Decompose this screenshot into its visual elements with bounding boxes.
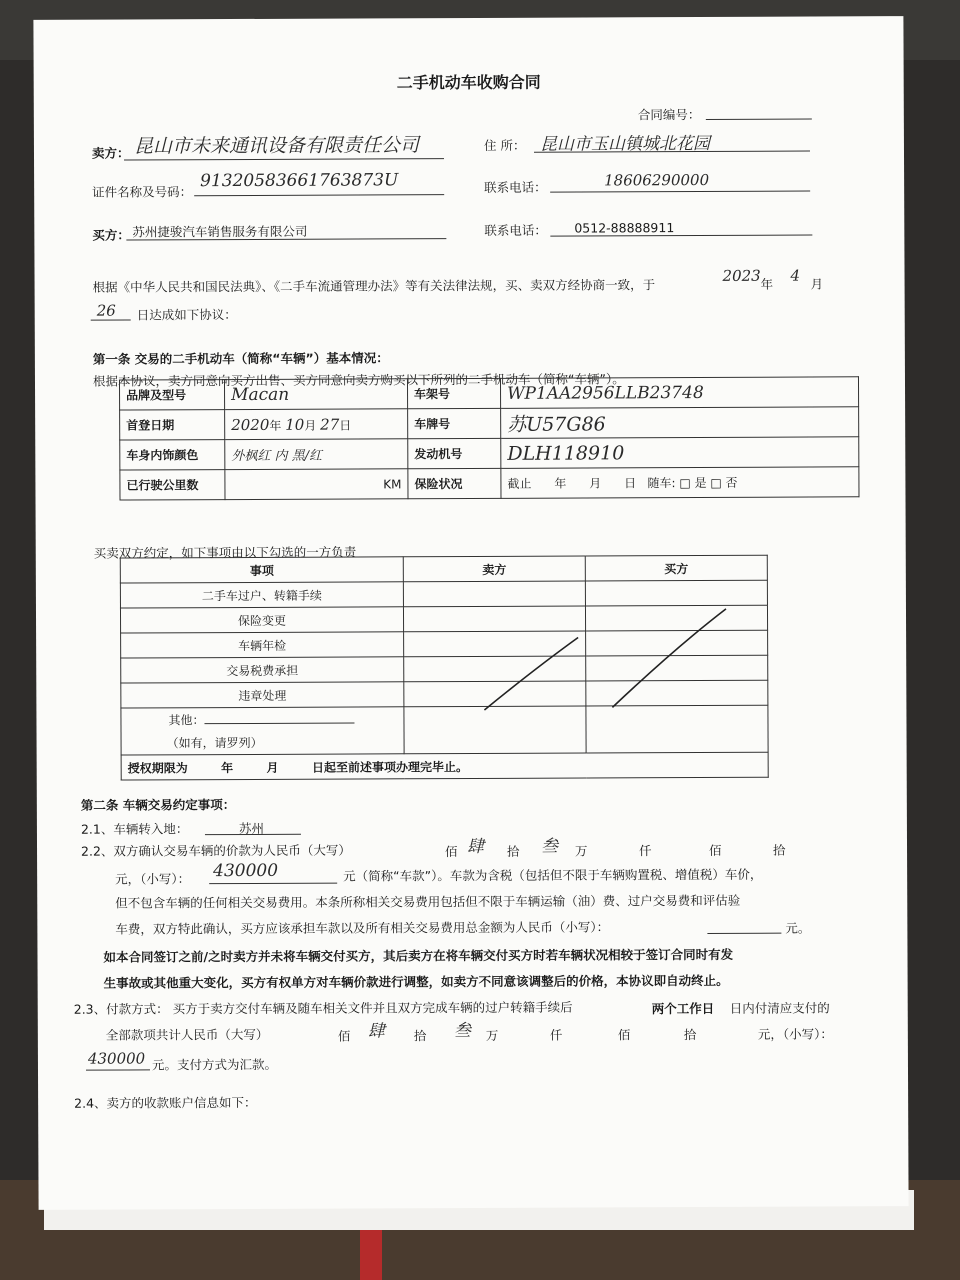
- clause22-d: 车费，双方特此确认，买方应该承担车款以及所有相关交易费用总金额为人民币（小写）：: [115, 919, 610, 937]
- clause22-small: 430000: [213, 860, 279, 882]
- c23-unit-shi: 拾: [413, 1028, 427, 1044]
- buyer-name: 苏州捷骏汽车销售服务有限公司: [132, 223, 308, 240]
- clause23-small-line: [86, 1069, 150, 1070]
- duty-item: 车辆年检: [121, 632, 404, 658]
- duty-item: 保险变更: [120, 607, 403, 633]
- clause23-small: 430000: [87, 1049, 146, 1068]
- vin-label: 车架号: [407, 378, 500, 408]
- clause22-small-line: [209, 883, 337, 885]
- id-label: 证件名称及号码：: [92, 184, 193, 200]
- brand-label: 品牌及型号: [119, 380, 224, 410]
- buyer-phone: 0512-88888911: [574, 220, 675, 236]
- clause22-c: 但不包含车辆的任何相关交易费用。本条所称相关交易费用包括但不限于车辆运输（油）费、过户交易费和评估验: [115, 892, 741, 911]
- address-label: 住 所：: [483, 137, 526, 153]
- reg-month: 10: [285, 415, 305, 434]
- intro-day-text: 日达成如下协议：: [136, 307, 237, 323]
- contract-page: [33, 16, 908, 1210]
- clause22-a: 2.2、双方确认交易车辆的价款为人民币（大写）: [81, 842, 351, 859]
- clause22-b: 元（简称“车款”）。车款为含税（包括但不限于车辆购置税、增值税）车价，: [343, 866, 763, 884]
- clause23-e: 元。支付方式为汇款。: [151, 1056, 278, 1073]
- duty-other-note: （如有，请罗列）: [166, 735, 263, 751]
- intro-month-unit: 月: [810, 276, 824, 292]
- clause22-bold-2: 生事故或其他重大变化，买方有权单方对车辆价款进行调整，如卖方不同意该调整后的价格，本协议即自动终止。: [103, 972, 729, 991]
- insurance-value: 截止 年 月 日 随车: □ 是 □ 否: [501, 467, 859, 499]
- strike-marks: [33, 16, 906, 820]
- buyer-label: 买方：: [92, 227, 130, 243]
- reg-year-unit: 年: [269, 418, 282, 433]
- seller-label: 卖方：: [91, 145, 130, 161]
- clause22-bold-1: 如本合同签订之前/之时卖方并未将车辆交付买方，其后卖方在将车辆交付买方时若车辆状况相较于签订合同时有发: [103, 946, 734, 965]
- unit-wan: 万: [575, 843, 588, 859]
- reg-day-unit: 日: [339, 418, 352, 433]
- clause22-d-end: 元。: [785, 920, 811, 936]
- clause23-c: 全部款项共计人民币（大写）: [105, 1026, 269, 1043]
- intro-year: 2023: [722, 266, 761, 285]
- article1-heading: 第一条 交易的二手机动车（简称“车辆”）基本情况：: [92, 350, 389, 367]
- clause23-a: 2.3、付款方式： 买方于卖方交付车辆及随车相关文件并且双方完成车辆的过户转籍手续后: [73, 999, 573, 1017]
- clause21-line: [205, 834, 301, 835]
- col-seller: 卖方: [403, 556, 585, 582]
- intro-day: 26: [96, 301, 116, 320]
- seller-phone-label: 联系电话：: [484, 179, 547, 195]
- col-item: 事项: [120, 557, 403, 583]
- duty-item: 违章处理: [121, 682, 404, 708]
- mileage-unit: KM: [383, 476, 402, 491]
- color-label: 车身内饰颜色: [120, 440, 225, 470]
- unit-shi: 拾: [507, 843, 520, 859]
- reg-month-unit: 月: [304, 418, 317, 433]
- c23-unit-wan: 万: [485, 1027, 499, 1043]
- reg-day: 27: [320, 415, 340, 434]
- reg-date-label: 首登日期: [120, 410, 225, 440]
- c23-big-1: 肆: [367, 1021, 385, 1042]
- contract-no-label: 合同编号：: [637, 106, 701, 123]
- seller-name: 昆山市未来通讯设备有限责任公司: [133, 134, 420, 158]
- vin-value: WP1AA2956LLB23748: [506, 382, 704, 404]
- clause23-small-label: 元，（小写）：: [757, 1026, 833, 1042]
- reg-year: 2020: [231, 415, 270, 434]
- brand-value: Macan: [231, 384, 290, 405]
- c23-big-2: 叁: [453, 1021, 471, 1042]
- authorization-deadline: 授权期限为 年 月 日起至前述事项办理完毕止。: [121, 752, 768, 780]
- seller-address: 昆山市玉山镇城北花园: [539, 133, 710, 155]
- article2-heading: 第二条 车辆交易约定事项：: [80, 797, 236, 813]
- unit-qian: 仟: [639, 843, 652, 859]
- insurance-label: 保险状况: [408, 468, 501, 498]
- clause22-d-line: [707, 933, 781, 934]
- unit-shi2: 拾: [773, 842, 786, 858]
- plate-value: 苏U57G86: [507, 413, 606, 436]
- article1-lead: 根据本协议，卖方同意向买方出售、买方同意向卖方购买以下所列的二手机动车（简称“车辆”）。: [92, 371, 625, 389]
- intro-year-unit: 年: [760, 276, 774, 292]
- clause23-bold: 两个工作日: [651, 1000, 715, 1017]
- engine-label: 发动机号: [408, 438, 501, 468]
- mileage-label: 已行驶公里数: [120, 470, 225, 500]
- engine-value: DLH118910: [507, 441, 625, 465]
- c23-unit-bai2: 佰: [617, 1027, 631, 1043]
- clause24: 2.4、卖方的收款账户信息如下：: [74, 1094, 257, 1111]
- intro-month: 4: [790, 266, 801, 285]
- buyer-phone-label: 联系电话：: [484, 222, 547, 238]
- clause21-label: 2.1、车辆转入地：: [80, 821, 189, 837]
- price-big-1: 肆: [466, 836, 485, 858]
- clause21-value: 苏州: [238, 820, 264, 837]
- intro-text: 根据《中华人民共和国民法典》、《二手车流通管理办法》等有关法律法规，买、卖双方经协商一致，于: [92, 277, 656, 295]
- red-ribbon: [360, 1228, 382, 1280]
- seller-phone: 18606290000: [604, 170, 710, 190]
- clause23-b: 日内付清应支付的: [729, 1000, 830, 1016]
- price-big-2: 叁: [540, 836, 559, 857]
- duties-lead: 买卖双方约定，如下事项由以下勾选的一方负责: [93, 544, 357, 561]
- plate-label: 车牌号: [408, 408, 501, 438]
- duty-other-label: 其他：: [168, 713, 205, 728]
- seller-id-number: 91320583661763873U: [200, 170, 399, 192]
- duty-item: 交易税费承担: [121, 657, 404, 683]
- unit-bai2: 佰: [709, 842, 722, 858]
- clause22-small-label: 元，（小写）：: [115, 871, 191, 887]
- document-title: 二手机动车收购合同: [396, 72, 541, 93]
- unit-bai: 佰: [445, 844, 458, 860]
- c23-unit-bai: 佰: [337, 1028, 351, 1044]
- duty-item: 二手车过户、转籍手续: [120, 582, 403, 608]
- c23-unit-qian: 仟: [549, 1027, 563, 1043]
- c23-unit-shi2: 拾: [683, 1027, 697, 1043]
- color-value: 外枫红 内 黑/红: [231, 448, 323, 465]
- col-buyer: 买方: [585, 555, 767, 581]
